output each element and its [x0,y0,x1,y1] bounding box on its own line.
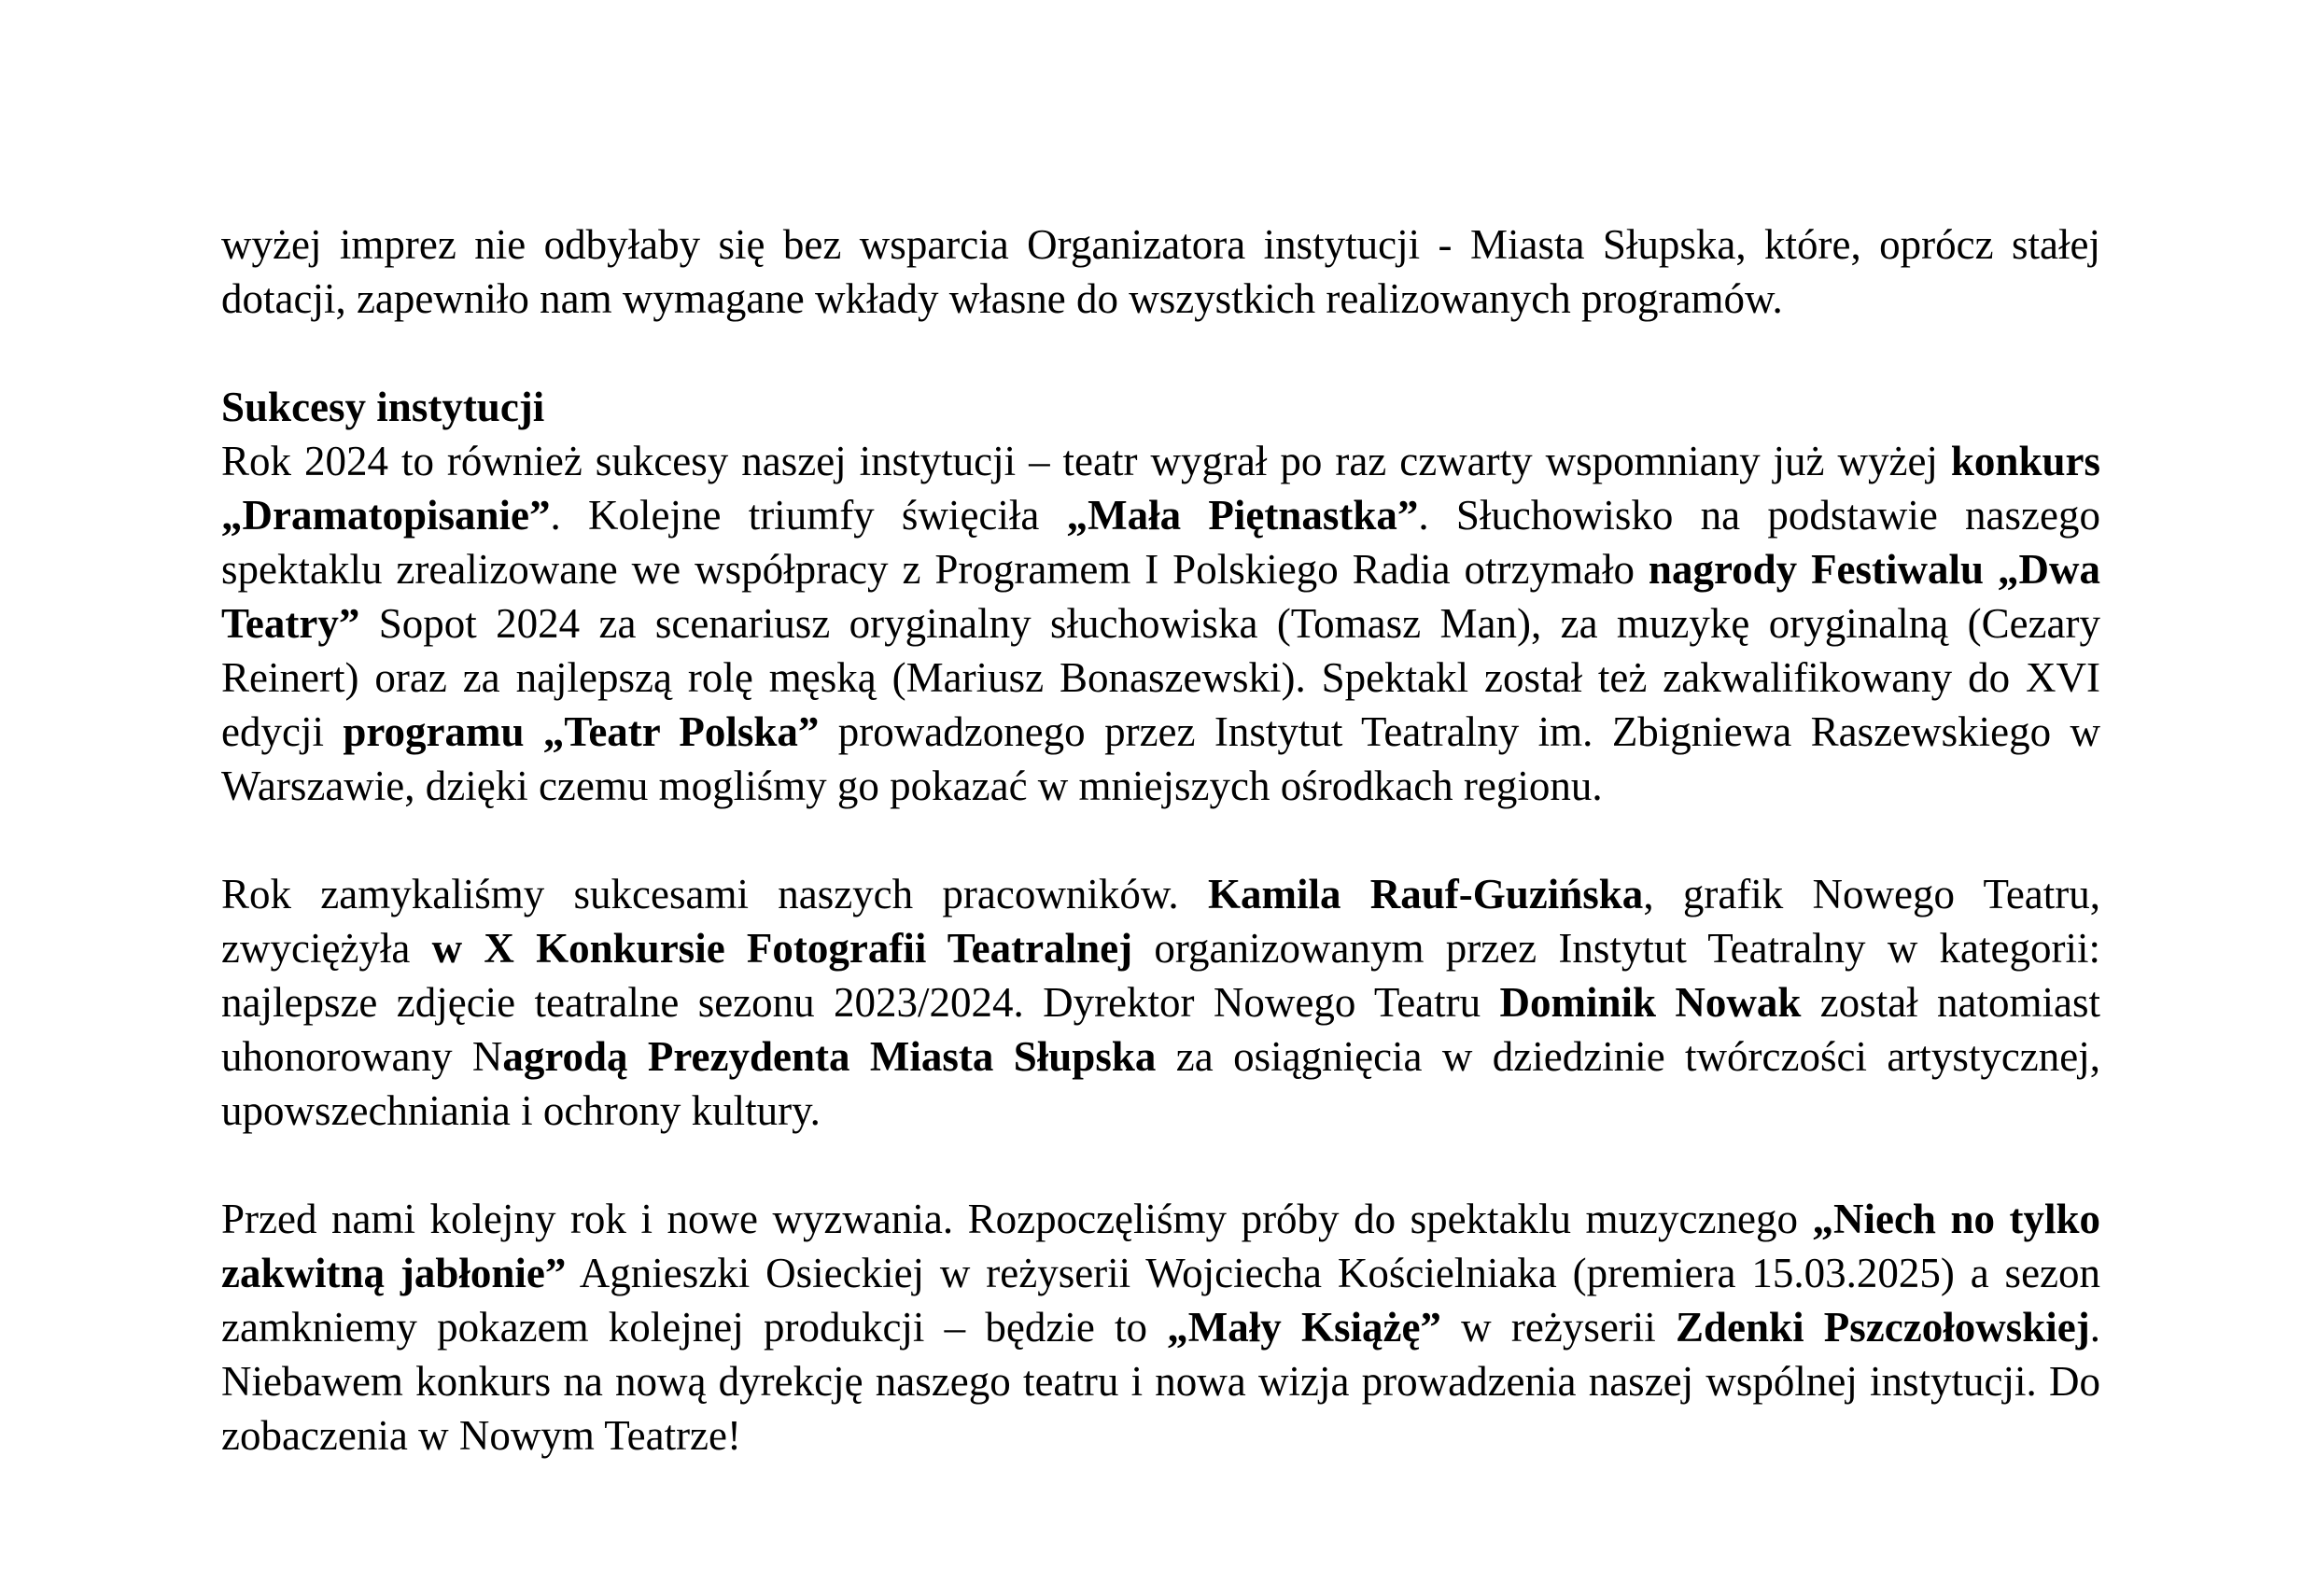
text-run: Sopot 2024 za scenariusz oryginalny słuchowiska (Tomasz Man), za muzykę oryginalną (Cezary Reinert) oraz za najlepszą rolę męską (Mariusz Bonaszewski). Spektakl został też zakwalifikowany do XVI edycji [221,600,2100,755]
text-column [221,217,2100,1463]
bold-run: „Mała Piętnastka” [1066,492,1419,539]
bold-run: konkurs „Dramatopisanie” [221,438,2100,539]
paragraph-future [221,1192,2100,1463]
text-run: prowadzonego przez Instytut Teatralny im. Zbigniewa Raszewskiego w Warszawie, dzięki czemu mogliśmy go pokazać w mniejszych ośrodkach regionu. [221,708,2100,809]
text-run: Rok 2024 to również sukcesy naszej instytucji – teatr wygrał po raz czwarty wspomniany już wyżej [221,438,1951,484]
paragraph-staff [221,867,2100,1138]
text-run: został natomiast uhonorowany N [221,979,2100,1080]
section-heading: Sukcesy instytucji [221,384,545,430]
text-run: , grafik Nowego Teatru, zwyciężyła [221,871,2101,972]
text-run: . Słuchowisko na podstawie naszego spektaklu zrealizowane we współpracy z Programem I Polskiego Radia otrzymało [221,492,2100,593]
text-run: wyżej imprez nie odbyłaby się bez wsparcia Organizatora instytucji - Miasta Słupska, które, oprócz stałej dotacji, zapewniło nam wymagane wkłady własne do wszystkich realizowanych programów. [221,221,2100,322]
text-run: za osiągnięcia w dziedzinie twórczości artystycznej, upowszechniania i ochrony kultury. [221,1033,2101,1134]
bold-run: agrodą Prezydenta Miasta Słupska [502,1033,1157,1080]
bold-run: „Mały Książę” [1167,1304,1441,1351]
paragraph-gap [221,1138,2100,1192]
bold-run: programu „Teatr Polska” [343,708,820,755]
text-run: . Kolejne triumfy święciła [550,492,1067,539]
text-run: . Niebawem konkurs na nową dyrekcję naszego teatru i nowa wizja prowadzenia naszej wspólnej instytucji. Do zobaczenia w Nowym Teatrze! [221,1304,2100,1459]
bold-run: Kamila Rauf-Guzińska [1207,871,1644,917]
paragraph-successes [221,434,2100,813]
text-run: Agnieszki Osieckiej w reżyserii Wojciecha Kościelniaka (premiera 15.03.2025) a sezon zamkniemy pokazem kolejnej produkcji – będzie to [221,1250,2101,1351]
text-run: organizowanym przez Instytut Teatralny w kategorii: najlepsze zdjęcie teatralne sezonu 2023/2024. Dyrektor Nowego Teatru [221,925,2101,1026]
bold-run: w X Konkursie Fotografii Teatralnej [431,925,1133,972]
bold-run: Zdenki Pszczołowskiej [1676,1304,2090,1351]
bold-run: Dominik Nowak [1499,979,1802,1026]
text-run: w reżyserii [1440,1304,1677,1351]
paragraph-intro [221,217,2100,326]
bold-run: nagrody Festiwalu „Dwa Teatry” [221,546,2100,647]
bold-run: „Niech no tylko zakwitną jabłonie” [221,1196,2101,1296]
paragraph-gap [221,813,2100,867]
paragraph-gap [221,326,2100,380]
text-run: Rok zamykaliśmy sukcesami naszych pracowników. [221,871,1208,917]
text-run: Przed nami kolejny rok i nowe wyzwania. Rozpoczęliśmy próby do spektaklu muzycznego [221,1196,1813,1242]
